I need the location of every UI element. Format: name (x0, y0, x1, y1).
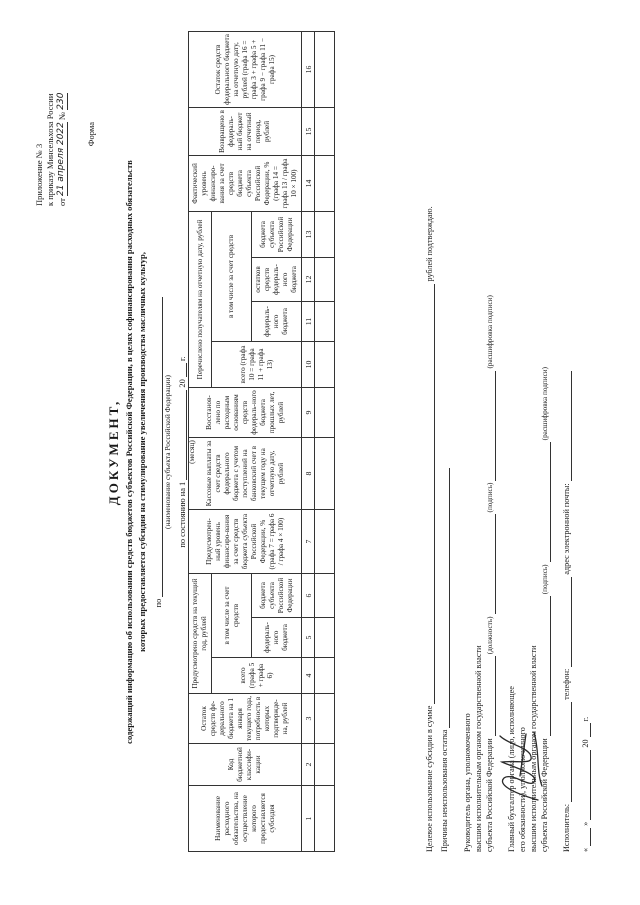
acc-signature-caption: (подпись) (541, 564, 549, 595)
group-header-planned: Предусмотрено средств на текущий год, рублей (189, 574, 212, 694)
phone-label: телефон: (562, 668, 571, 700)
col-header-10: всего (графа 10 = графа 11 + графа 13) (212, 342, 302, 388)
data-cell (315, 342, 335, 388)
data-cell (315, 31, 335, 107)
acc-line-3: высшим исполнительным органом государственной власти (529, 645, 538, 852)
col-number: 12 (302, 258, 315, 302)
head-position-caption: (должность) (486, 616, 494, 655)
document-sheet (20, 12, 620, 892)
form-label: Форма (86, 122, 96, 147)
col-number: 9 (302, 388, 315, 438)
email-blank (571, 371, 572, 481)
col-header-12: остатков средств федераль-ного бюджета (252, 258, 302, 302)
date-day-blank (590, 828, 591, 846)
report-table (188, 31, 335, 852)
data-cell (315, 574, 335, 618)
col-header-16: Остаток средств федерального бюджета на отчетную дату, рублей (графа 16 = графа 3 + графа 5 + графа 9 − графа 11 − графа 15) (189, 31, 302, 107)
data-cell (315, 107, 335, 155)
annex-block (34, 36, 68, 206)
state-year: 20 (178, 379, 187, 388)
col-number: 15 (302, 107, 315, 155)
col-header-6: бюджета субъекта Российской Федерации (252, 574, 302, 618)
signature-scribble-icon (490, 726, 550, 806)
col-number: 13 (302, 211, 315, 257)
data-cell (315, 510, 335, 574)
state-line (178, 52, 187, 852)
data-cell (315, 211, 335, 257)
column-number-row (302, 31, 315, 851)
header-row-1 (189, 31, 212, 851)
col-header-9: Восстанов-лено по расходным основаниям средств федераль-ного бюджета прошлых лет, рублей (189, 388, 302, 438)
data-cell (315, 694, 335, 744)
document-subtitle-2: которых предоставляется субсидия на стимулирование увеличения производства масличных культур, (137, 252, 147, 652)
date-quote-open: « (581, 847, 590, 852)
data-cell (315, 302, 335, 342)
col-number: 6 (302, 574, 315, 618)
col-header-5: федераль-ного бюджета (252, 618, 302, 658)
col-number: 14 (302, 155, 315, 211)
annex-date-handwritten: 21 апреля 2022 (56, 122, 66, 197)
acc-name-caption: (расшифровка подписи) (541, 366, 549, 441)
state-year-blank (186, 363, 187, 377)
col-header-7: Предусмотрен-ный уровень финансиро-вания за счет средств бюджета субъекта Российской Федерации, % (графа 7 = графа 6 / графа 4 × 100) (189, 510, 302, 574)
purpose-label: Целевое использование субсидии в сумме (425, 705, 434, 852)
region-prefix: по (154, 598, 163, 608)
col-number: 10 (302, 342, 315, 388)
subgroup-header-planned: в том числе за счет средств (212, 574, 252, 658)
col-header-14: Фактический уровень финансиро-вания за счет средств бюджета субъекта Российской Федерации, % (графа 14 = графа 13 / графа 10 × 100) (189, 155, 302, 211)
head-line-1: Руководитель органа, уполномоченного (463, 713, 472, 852)
date-month-blank (590, 750, 591, 820)
col-header-13: бюджета субъекта Российской Федерации (252, 211, 302, 257)
col-header-11: федераль-ного бюджета (252, 302, 302, 342)
date-quote-close: » (581, 821, 590, 826)
date-year-blank (590, 723, 591, 737)
purpose-suffix: рублей подтверждаю. (425, 206, 434, 282)
group-header-transferred: Перечислено получателям на отчетную дату, рублей (189, 211, 212, 387)
reasons-line (439, 32, 450, 852)
acc-name-blank (550, 442, 551, 562)
state-caption: (месяц) (187, 440, 196, 464)
col-header-8: Кассовые выплаты за счет средств федерального бюджета с учетом поступлений на банковский счет в текущем году на отчетную дату, рублей (189, 438, 302, 510)
table-row (315, 31, 335, 851)
col-header-15: Возвращено в федераль-ный бюджет на отчетный период, рублей (189, 107, 302, 155)
col-number: 3 (302, 694, 315, 744)
col-header-3: Остаток средств фе-дерального бюджета на 1 января текущего года, потребность в которых подтвержде-на, рублей (189, 694, 302, 744)
subgroup-header-transferred: в том числе за счет средств (212, 211, 252, 341)
executor-blank (571, 702, 572, 802)
col-number: 5 (302, 618, 315, 658)
col-number: 7 (302, 510, 315, 574)
head-line-2: высшим исполнительным органом государственной власти (474, 645, 483, 852)
col-number: 2 (302, 744, 315, 786)
acc-signature-blank (550, 596, 551, 736)
head-position-blank (495, 656, 496, 736)
acc-line-4: субъекта Российской Федерации (540, 738, 549, 852)
acc-line-2: его обязанности), уполномоченного (518, 727, 527, 852)
head-signature-caption: (подпись) (486, 482, 494, 513)
handwritten-signature (490, 726, 555, 806)
data-cell (315, 618, 335, 658)
title-block (106, 52, 196, 852)
col-number: 8 (302, 438, 315, 510)
reasons-label: Причины неиспользования остатка (440, 729, 449, 852)
region-caption: (наименование субъекта Российской Федерации) (163, 375, 172, 530)
data-cell (315, 744, 335, 786)
executor-line (561, 32, 572, 852)
data-cell (315, 388, 335, 438)
purpose-blank (434, 284, 435, 704)
col-number: 16 (302, 31, 315, 107)
state-prefix: по состоянию на 1 (178, 481, 187, 548)
col-header-4: всего (графа 5 + графа 6) (212, 658, 302, 694)
col-header-1: Наименование расходного обязательства, на осуществление которого предоставляется субсидия (189, 786, 302, 852)
annex-line-2: к приказу Минсельхоза России (45, 93, 55, 206)
date-year: 20 (581, 739, 590, 748)
region-line (154, 52, 163, 852)
annex-number-handwritten: 230 (56, 92, 66, 110)
phone-blank (571, 577, 572, 667)
annex-line-1: Приложение № 3 (34, 143, 44, 206)
col-number: 11 (302, 302, 315, 342)
reasons-blank (449, 468, 450, 728)
col-number: 4 (302, 658, 315, 694)
head-name-blank (495, 371, 496, 481)
email-label: адрес электронной почты: (562, 483, 571, 575)
state-suffix: г. (178, 356, 187, 362)
annex-date-line (56, 36, 68, 206)
state-month-blank (186, 390, 187, 480)
data-cell (315, 658, 335, 694)
data-cell (315, 258, 335, 302)
date-suffix: г. (581, 716, 590, 722)
col-number: 1 (302, 786, 315, 852)
document-title: ДОКУМЕНТ, (106, 398, 121, 506)
annex-date-prefix: от (57, 198, 67, 206)
data-cell (315, 786, 335, 852)
head-name-caption: (расшифровка подписи) (486, 295, 494, 369)
head-signature-blank (495, 514, 496, 614)
head-line-3: субъекта Российской Федерации (485, 738, 494, 852)
executor-label: Исполнитель: (562, 803, 571, 852)
col-header-2: Код бюджетной классифи-кации (189, 744, 302, 786)
data-cell (315, 438, 335, 510)
date-line (580, 32, 591, 852)
data-cell (315, 155, 335, 211)
acc-line-1: Главный бухгалтер органа (лицо, исполняющее (507, 686, 516, 852)
annex-number-prefix: № (57, 111, 67, 120)
purpose-line (424, 32, 435, 852)
document-subtitle-1: содержащий информацию об использовании средств бюджетов субъектов Российской Федерации, в целях софинансирования расходных обязательств (124, 160, 134, 744)
